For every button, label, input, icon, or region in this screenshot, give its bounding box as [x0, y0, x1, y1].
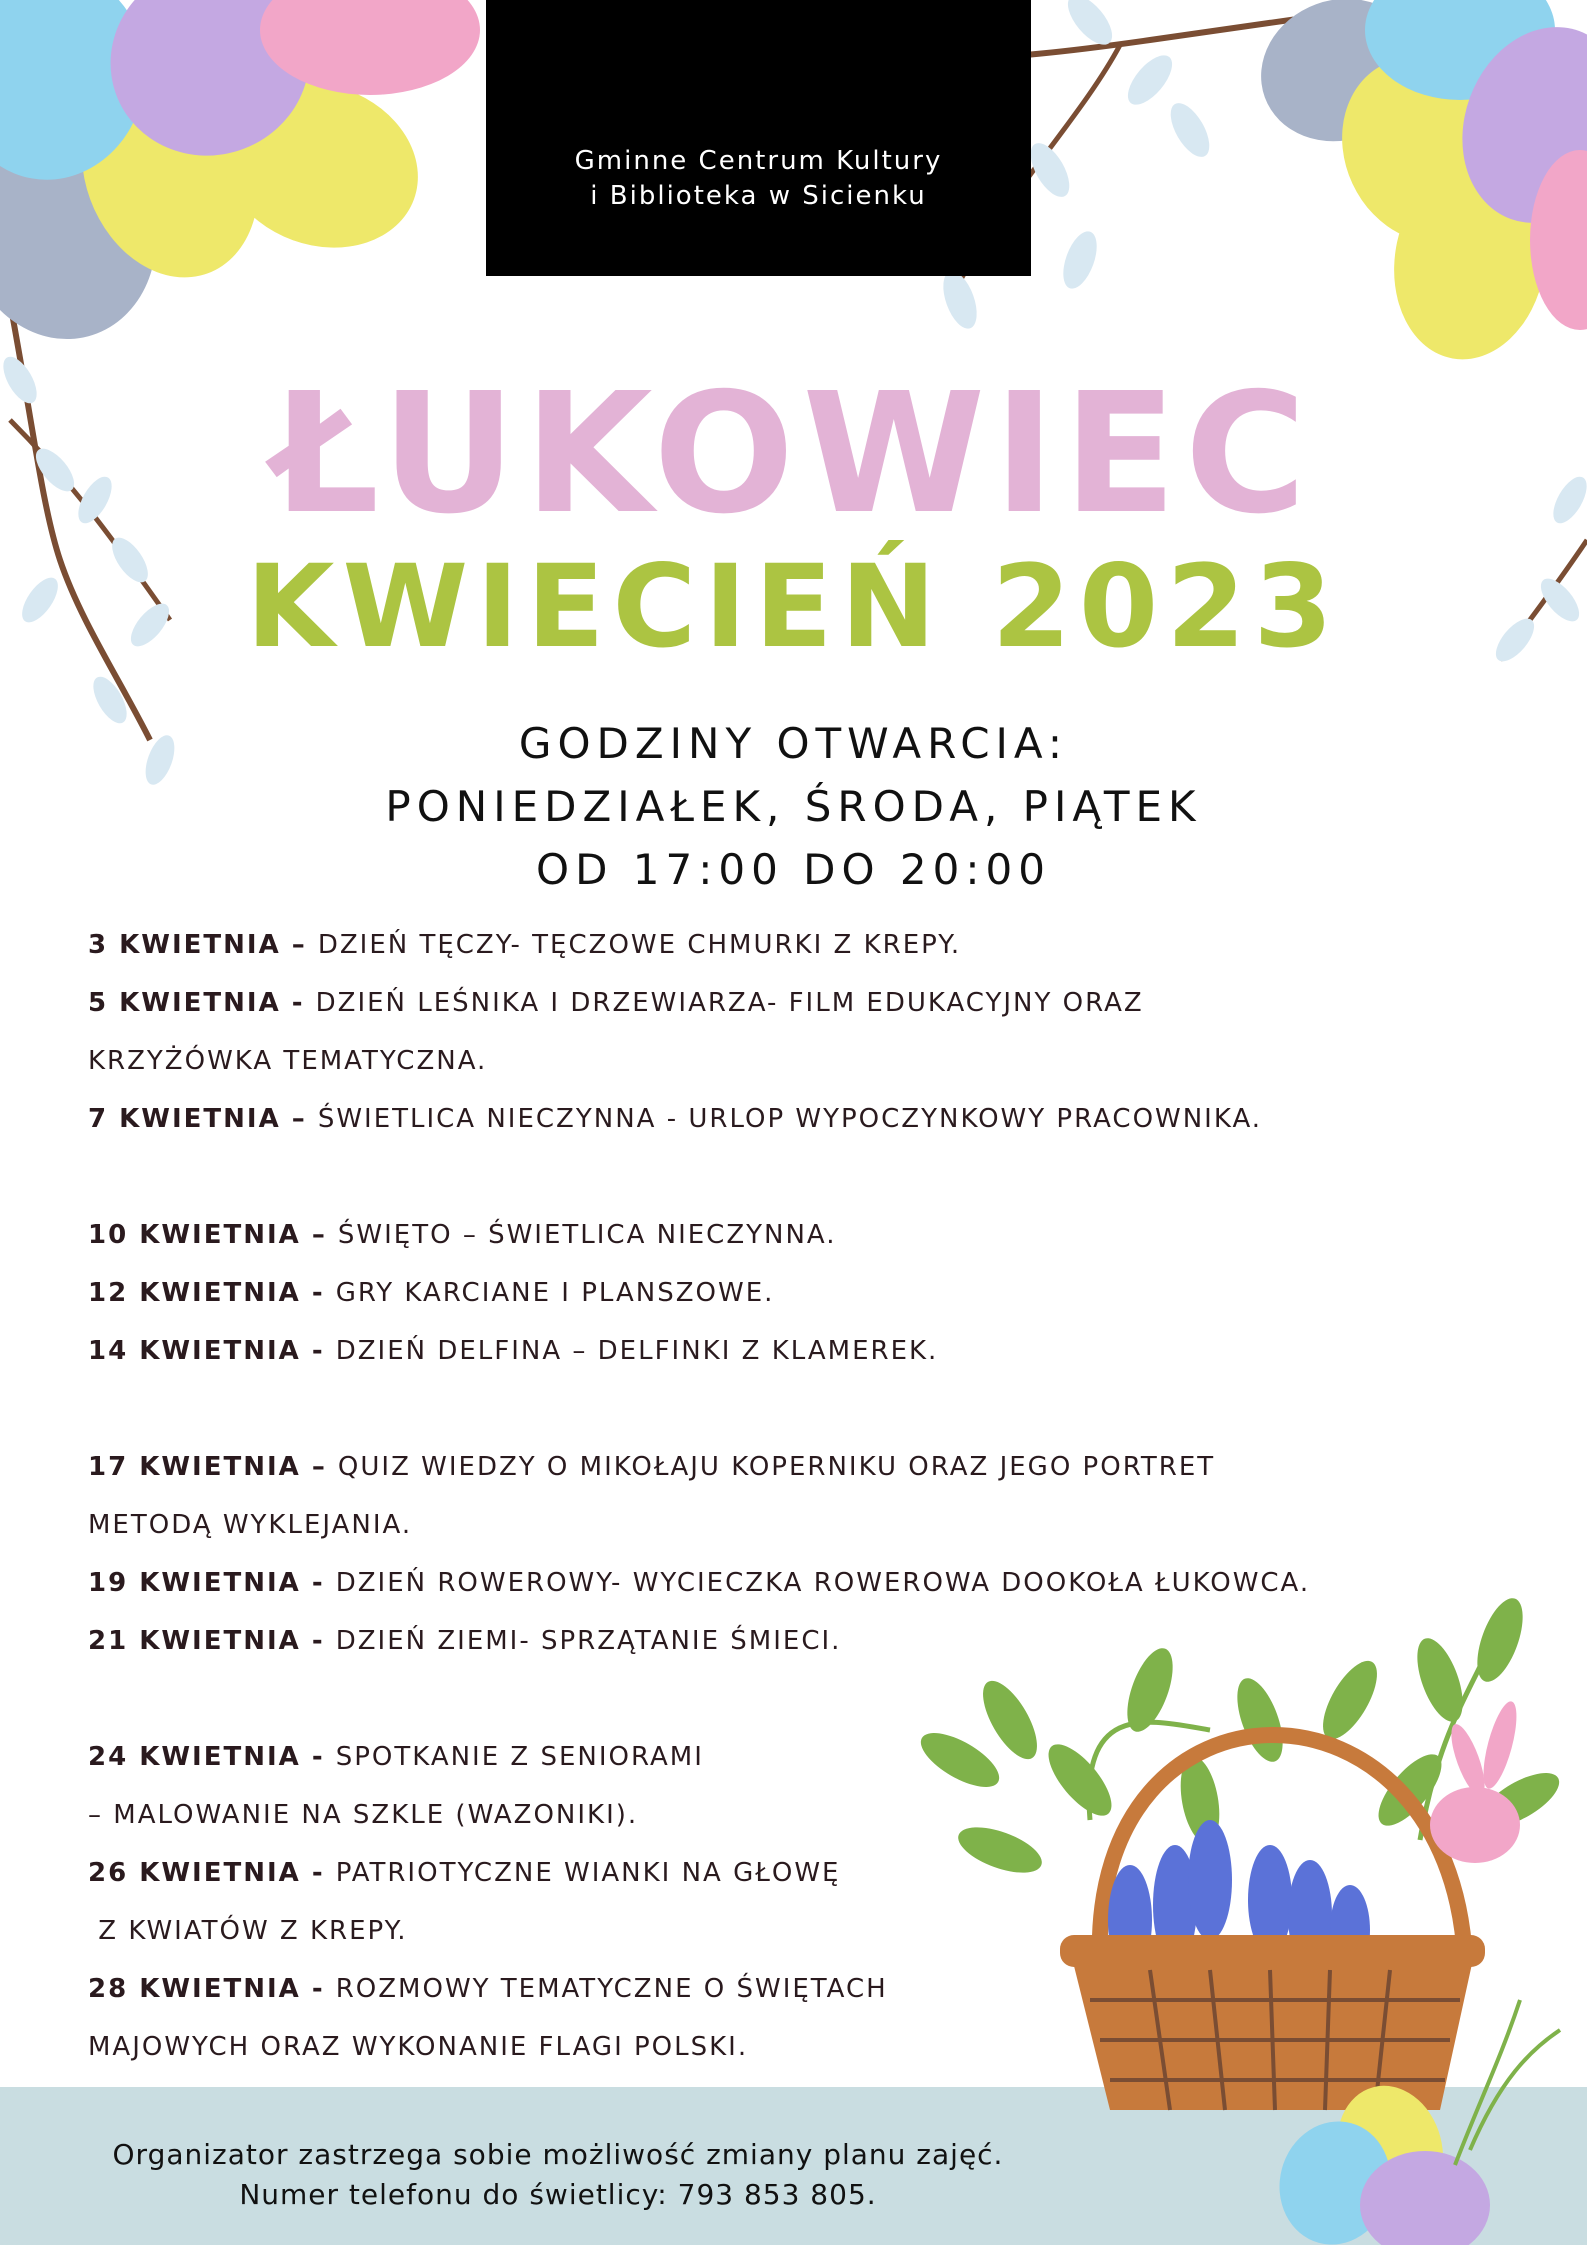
opening-hours — [0, 712, 1587, 901]
schedule-description: DZIEŃ TĘCZY- TĘCZOWE CHMURKI Z KREPY. — [317, 930, 962, 960]
schedule-separator: - — [300, 1858, 336, 1888]
event-schedule — [88, 916, 1508, 2076]
schedule-row — [88, 1032, 1508, 1090]
schedule-row — [88, 1090, 1508, 1148]
schedule-description: KRZYŻÓWKA TEMATYCZNA. — [88, 1046, 488, 1076]
schedule-description: QUIZ WIEDZY O MIKOŁAJU KOPERNIKU ORAZ JEGO PORTRET — [337, 1452, 1216, 1482]
footer-disclaimer: Organizator zastrzega sobie możliwość zmiany planu zajęć. — [112, 2138, 1004, 2171]
schedule-description: METODĄ WYKLEJANIA. — [88, 1510, 413, 1540]
schedule-date: 26 KWIETNIA — [88, 1858, 301, 1888]
schedule-row — [88, 1612, 1508, 1670]
schedule-date: 17 KWIETNIA — [88, 1452, 301, 1482]
schedule-description: Z KWIATÓW Z KREPY. — [88, 1916, 408, 1946]
schedule-separator: - — [300, 1626, 336, 1656]
schedule-spacer — [88, 1670, 1508, 1728]
footer-phone: Numer telefonu do świetlicy: 793 853 805. — [239, 2178, 877, 2211]
schedule-row — [88, 916, 1508, 974]
schedule-description: DZIEŃ DELFINA – DELFINKI Z KLAMEREK. — [335, 1336, 939, 1366]
schedule-row — [88, 1728, 1508, 1786]
schedule-spacer — [88, 1380, 1508, 1438]
schedule-description: PATRIOTYCZNE WIANKI NA GŁOWĘ — [335, 1858, 841, 1888]
schedule-row — [88, 1786, 1508, 1844]
schedule-separator: - — [280, 988, 316, 1018]
footer-note — [58, 2135, 1058, 2215]
schedule-date: 5 KWIETNIA — [88, 988, 281, 1018]
opening-hours-time: OD 17:00 DO 20:00 — [536, 845, 1051, 894]
schedule-description: ŚWIETLICA NIECZYNNA - URLOP WYPOCZYNKOWY PRACOWNIKA. — [317, 1104, 1263, 1134]
schedule-row — [88, 1496, 1508, 1554]
schedule-date: 7 KWIETNIA — [88, 1104, 281, 1134]
schedule-description: DZIEŃ LEŚNIKA I DRZEWIARZA- FILM EDUKACYJNY ORAZ — [315, 988, 1144, 1018]
schedule-separator: – — [280, 1104, 318, 1134]
schedule-row — [88, 1554, 1508, 1612]
easter-eggs-top-right — [1241, 0, 1587, 372]
organizer-name — [486, 144, 1031, 214]
schedule-separator: – — [300, 1452, 338, 1482]
schedule-row — [88, 1206, 1508, 1264]
schedule-row — [88, 1902, 1508, 1960]
schedule-separator: – — [300, 1220, 338, 1250]
schedule-date: 21 KWIETNIA — [88, 1626, 301, 1656]
schedule-description: MAJOWYCH ORAZ WYKONANIE FLAGI POLSKI. — [88, 2032, 749, 2062]
schedule-row — [88, 1438, 1508, 1496]
schedule-description: – MALOWANIE NA SZKLE (WAZONIKI). — [88, 1800, 639, 1830]
schedule-date: 3 KWIETNIA — [88, 930, 281, 960]
schedule-date: 12 KWIETNIA — [88, 1278, 301, 1308]
schedule-row — [88, 1844, 1508, 1902]
schedule-date: 14 KWIETNIA — [88, 1336, 301, 1366]
schedule-description: ROZMOWY TEMATYCZNE O ŚWIĘTACH — [335, 1974, 888, 2004]
organizer-name-line-1: Gminne Centrum Kultury — [574, 146, 943, 176]
organizer-name-line-2: i Biblioteka w Sicienku — [590, 181, 927, 211]
schedule-description: DZIEŃ ZIEMI- SPRZĄTANIE ŚMIECI. — [335, 1626, 842, 1656]
schedule-separator: - — [300, 1336, 336, 1366]
organizer-logo-box — [486, 0, 1031, 276]
schedule-separator: – — [280, 930, 318, 960]
schedule-row — [88, 974, 1508, 1032]
schedule-description: ŚWIĘTO – ŚWIETLICA NIECZYNNA. — [337, 1220, 837, 1250]
schedule-date: 24 KWIETNIA — [88, 1742, 301, 1772]
schedule-row — [88, 1322, 1508, 1380]
schedule-description: SPOTKANIE Z SENIORAMI — [335, 1742, 704, 1772]
opening-hours-heading: GODZINY OTWARCIA: — [518, 719, 1069, 768]
schedule-date: 28 KWIETNIA — [88, 1974, 301, 2004]
schedule-separator: - — [300, 1974, 336, 2004]
schedule-separator: - — [300, 1278, 336, 1308]
schedule-date: 19 KWIETNIA — [88, 1568, 301, 1598]
schedule-spacer — [88, 1148, 1508, 1206]
schedule-description: GRY KARCIANE I PLANSZOWE. — [335, 1278, 775, 1308]
schedule-row — [88, 2018, 1508, 2076]
schedule-description: DZIEŃ ROWEROWY- WYCIECZKA ROWEROWA DOOKOŁA ŁUKOWCA. — [335, 1568, 1311, 1598]
poster-title-month: KWIECIEŃ 2023 — [246, 540, 1341, 673]
easter-eggs-top-left — [0, 0, 480, 361]
schedule-row — [88, 1264, 1508, 1322]
poster-title-location: ŁUKOWIEC — [272, 358, 1315, 551]
opening-hours-days: PONIEDZIAŁEK, ŚRODA, PIĄTEK — [385, 782, 1202, 831]
schedule-date: 10 KWIETNIA — [88, 1220, 301, 1250]
schedule-separator: - — [300, 1742, 336, 1772]
schedule-separator: - — [300, 1568, 336, 1598]
schedule-row — [88, 1960, 1508, 2018]
